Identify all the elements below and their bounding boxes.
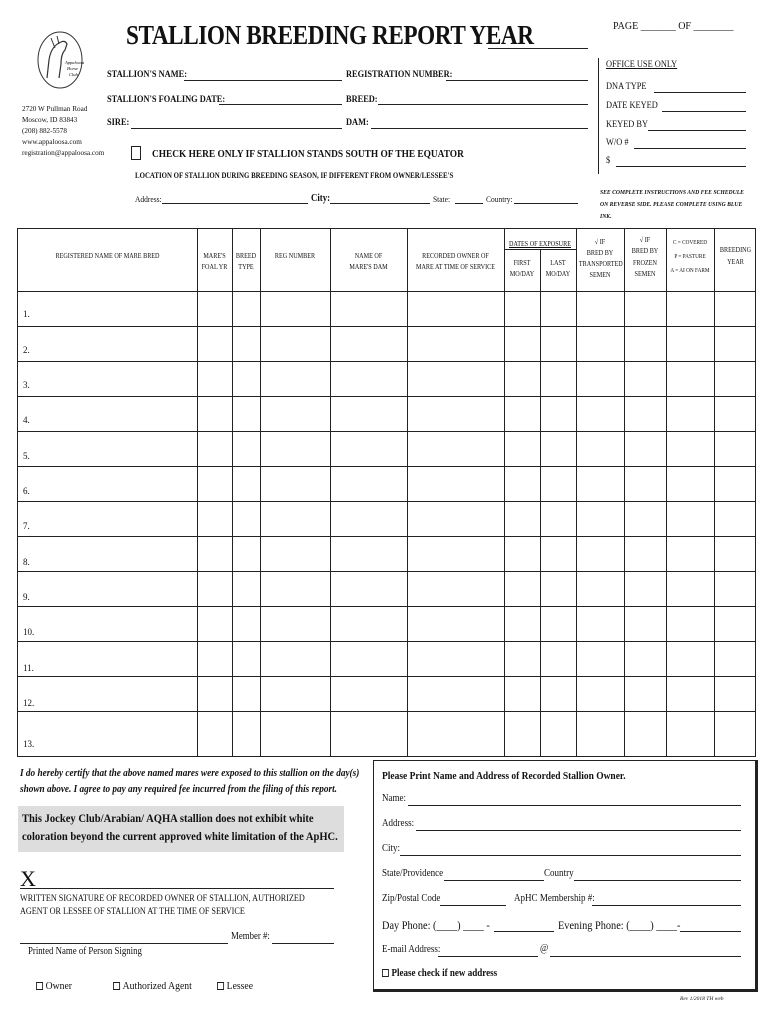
owner-city-label: City: <box>382 843 401 854</box>
office-use-section <box>600 58 760 174</box>
row-divider <box>18 606 755 607</box>
location-city-label: City: <box>311 193 331 204</box>
white-statement-line-1: This Jockey Club/Arabian/ AQHA stallion does not exhibit white <box>22 811 314 825</box>
wo-field[interactable] <box>634 148 746 149</box>
table-row-number: 1. <box>23 309 30 319</box>
owner-section-title: Please Print Name and Address of Recorded Stallion Owner. <box>382 770 626 782</box>
location-country-field[interactable] <box>514 203 578 204</box>
mares-table <box>17 228 756 757</box>
row-divider <box>18 326 755 327</box>
dates-exposure-header: DATES OF EXPOSURE <box>509 240 571 248</box>
owner-option-label: Owner <box>45 980 73 992</box>
row-divider <box>18 571 755 572</box>
table-row-number: 7. <box>23 521 30 531</box>
new-address-checkbox[interactable] <box>382 969 389 977</box>
authorized-agent-option[interactable] <box>113 980 192 992</box>
owner-name-field[interactable] <box>408 805 741 806</box>
breed-type-header-1: BREED <box>235 252 257 260</box>
sire-label: SIRE: <box>107 118 130 128</box>
breeding-year-header-1: BREEDING <box>719 246 752 254</box>
signature-caption-line-1: WRITTEN SIGNATURE OF RECORDED OWNER OF STALLION, AUTHORIZED <box>20 894 305 904</box>
table-row-number: 5. <box>23 451 30 461</box>
fee-field[interactable] <box>616 166 746 167</box>
transported-header-4: SEMEN <box>589 271 611 279</box>
first-date-header-2: MO/DAY <box>509 270 535 278</box>
breeding-year-header-2: YEAR <box>727 258 744 266</box>
address-line: (208) 882-5578 <box>22 127 67 135</box>
legend-covered: C = COVERED <box>672 240 708 246</box>
email-link[interactable]: registration@appaloosa.com <box>22 149 105 157</box>
table-row-number: 9. <box>23 592 30 602</box>
legend-pasture: P = PASTURE <box>674 254 706 260</box>
lessee-label: Lessee <box>226 980 254 992</box>
certification-line-2: shown above. I agree to pay any required fee incurred from the filing of this report. <box>20 784 337 795</box>
equator-label: CHECK HERE ONLY IF STALLION STANDS SOUTH OF THE EQUATOR <box>152 148 464 160</box>
white-coloration-statement <box>18 806 344 852</box>
table-row-number: 10. <box>23 627 35 637</box>
breed-type-header-2: TYPE <box>238 263 254 271</box>
printed-name-field[interactable] <box>20 943 228 944</box>
registration-number-label: REGISTRATION NUMBER: <box>346 70 453 80</box>
transported-header-3: TRANSPORTED <box>578 260 623 268</box>
recorded-owner-header-1: RECORDED OWNER OF <box>422 252 489 260</box>
logo-text-3: Club <box>69 72 78 77</box>
owner-membership-field[interactable] <box>592 905 741 906</box>
row-divider <box>18 501 755 502</box>
owner-name-label: Name: <box>382 793 407 804</box>
table-row-number: 11. <box>23 663 34 673</box>
lessee-option[interactable] <box>217 980 253 992</box>
white-statement-line-2: coloration beyond the current approved white limitation of the ApHC. <box>22 829 338 843</box>
frozen-header-1: √ IF <box>639 236 651 244</box>
last-date-header-1: LAST <box>550 259 566 267</box>
new-address-option[interactable] <box>382 968 497 979</box>
location-address-label: Address: <box>135 194 162 204</box>
location-city-field[interactable] <box>330 203 430 204</box>
office-divider <box>598 58 599 174</box>
location-state-field[interactable] <box>455 203 483 204</box>
keyed-by-label: KEYED BY <box>606 120 649 130</box>
foal-yr-header-1: MARE'S <box>203 252 226 260</box>
evening-phone-field[interactable] <box>680 931 741 932</box>
sire-field[interactable] <box>131 128 342 129</box>
evening-phone-label: Evening Phone: (____) ____- <box>558 918 681 932</box>
owner-state-label: State/Providence <box>382 868 444 879</box>
authorized-agent-checkbox[interactable] <box>113 982 120 990</box>
transported-header-1: √ IF <box>594 238 606 246</box>
new-address-label: Please check if new address <box>391 968 498 979</box>
owner-zip-field[interactable] <box>440 905 506 906</box>
owner-membership-label: ApHC Membership #: <box>514 893 595 904</box>
location-address-field[interactable] <box>162 203 308 204</box>
signature-caption <box>20 893 305 919</box>
row-divider <box>18 536 755 537</box>
mares-dam-header-2: MARE'S DAM <box>349 263 388 271</box>
row-divider <box>18 396 755 397</box>
owner-country-label: Country <box>544 868 574 879</box>
owner-address-label: Address: <box>382 818 415 829</box>
signature-x-mark: X <box>20 866 36 891</box>
owner-state-field[interactable] <box>444 880 544 881</box>
certification-text <box>20 766 360 798</box>
signature-field[interactable] <box>20 888 334 889</box>
table-row-number: 8. <box>23 557 30 567</box>
table-row-number: 3. <box>23 380 30 390</box>
recorded-owner-header-2: MARE AT TIME OF SERVICE <box>415 263 496 271</box>
row-divider <box>18 711 755 712</box>
member-number-field[interactable] <box>272 943 334 944</box>
stallion-name-label: STALLION'S NAME: <box>107 70 187 80</box>
foaling-date-field[interactable] <box>219 104 342 105</box>
email-label: E-mail Address: <box>382 944 441 955</box>
mare-name-header: REGISTERED NAME OF MARE BRED <box>55 252 160 260</box>
foaling-date-label: STALLION'S FOALING DATE: <box>107 95 226 105</box>
lessee-checkbox[interactable] <box>217 982 224 990</box>
logo-text-2: Horse <box>67 66 78 71</box>
dollar-label: $ <box>606 156 611 166</box>
registration-number-field[interactable] <box>446 80 588 81</box>
authorized-agent-label: Authorized Agent <box>122 980 192 992</box>
table-row-number: 2. <box>23 345 30 355</box>
owner-address-field[interactable] <box>416 830 741 831</box>
stallion-name-field[interactable] <box>184 80 342 81</box>
keyed-by-field[interactable] <box>648 130 746 131</box>
office-use-title: OFFICE USE ONLY <box>606 60 678 70</box>
frozen-header-4: SEMEN <box>634 270 656 278</box>
transported-header-2: BRED BY <box>586 249 614 257</box>
address-line: Moscow, ID 83843 <box>22 116 78 124</box>
row-divider <box>18 466 755 467</box>
dam-field[interactable] <box>371 128 588 129</box>
equator-checkbox[interactable] <box>131 146 141 160</box>
email-domain-field[interactable] <box>550 956 741 957</box>
printed-name-label: Printed Name of Person Signing <box>28 946 142 957</box>
first-date-header-1: FIRST <box>513 259 531 267</box>
row-divider <box>18 641 755 642</box>
owner-country-field[interactable] <box>574 880 741 881</box>
location-country-label: Country: <box>486 194 513 204</box>
owner-checkbox[interactable] <box>36 982 43 990</box>
year-field[interactable] <box>488 48 588 49</box>
owner-option[interactable] <box>36 980 72 992</box>
foal-yr-header-2: FOAL YR <box>201 263 228 271</box>
breed-label: BREED: <box>346 95 378 105</box>
owner-city-field[interactable] <box>400 855 741 856</box>
website-link[interactable]: www.appaloosa.com <box>22 138 82 146</box>
day-phone-field[interactable] <box>494 931 554 932</box>
last-date-header-2: MO/DAY <box>545 270 571 278</box>
date-keyed-label: DATE KEYED <box>606 101 658 111</box>
appaloosa-logo <box>35 30 85 90</box>
dna-type-label: DNA TYPE <box>606 82 647 92</box>
legend-ai: A = AI ON FARM <box>670 268 710 274</box>
row-divider <box>18 676 755 677</box>
table-row-number: 13. <box>23 739 35 749</box>
owner-zip-label: Zip/Postal Code <box>382 893 441 904</box>
day-phone-label: Day Phone: (____) ____ - <box>382 918 490 932</box>
email-at-symbol: @ <box>540 943 549 954</box>
breed-field[interactable] <box>378 104 588 105</box>
row-divider <box>18 431 755 432</box>
frozen-header-2: BRED BY <box>631 247 659 255</box>
logo-text-1: Appaloosa <box>65 60 85 65</box>
club-address <box>22 104 104 159</box>
address-line: 2720 W Pullman Road <box>22 105 88 113</box>
date-keyed-field[interactable] <box>662 111 746 112</box>
frozen-header-3: FROZEN <box>633 259 657 267</box>
mares-dam-header-1: NAME OF <box>354 252 383 260</box>
table-row-number: 6. <box>23 486 30 496</box>
certification-line-1: I do hereby certify that the above named mares were exposed to this stallion on the day(s) <box>20 768 360 779</box>
email-user-field[interactable] <box>438 956 538 957</box>
page-title: STALLION BREEDING REPORT YEAR <box>126 20 534 50</box>
dam-label: DAM: <box>346 118 369 128</box>
page-number-field[interactable]: PAGE _______ OF ________ <box>613 21 734 32</box>
stallion-owner-section <box>373 760 758 992</box>
table-row-number: 4. <box>23 415 30 425</box>
revision-note: Rev 1/2018 TH web <box>680 996 724 1002</box>
row-divider <box>18 361 755 362</box>
member-number-label: Member #: <box>231 931 270 942</box>
reg-number-header: REG NUMBER <box>274 252 316 260</box>
wo-label: W/O # <box>606 138 629 148</box>
row-divider <box>18 291 755 292</box>
table-row-number: 12. <box>23 698 35 708</box>
location-state-label: State: <box>433 194 451 204</box>
instructions-note: SEE COMPLETE INSTRUCTIONS AND FEE SCHEDULE ON REVERSE SIDE. PLEASE COMPLETE USING BLUE INK. <box>600 189 744 220</box>
location-label: LOCATION OF STALLION DURING BREEDING SEASON, IF DIFFERENT FROM OWNER/LESSEE'S <box>135 171 454 180</box>
dna-type-field[interactable] <box>654 92 746 93</box>
signature-caption-line-2: AGENT OR LESSEE OF STALLION AT THE TIME OF SERVICE <box>20 907 245 917</box>
